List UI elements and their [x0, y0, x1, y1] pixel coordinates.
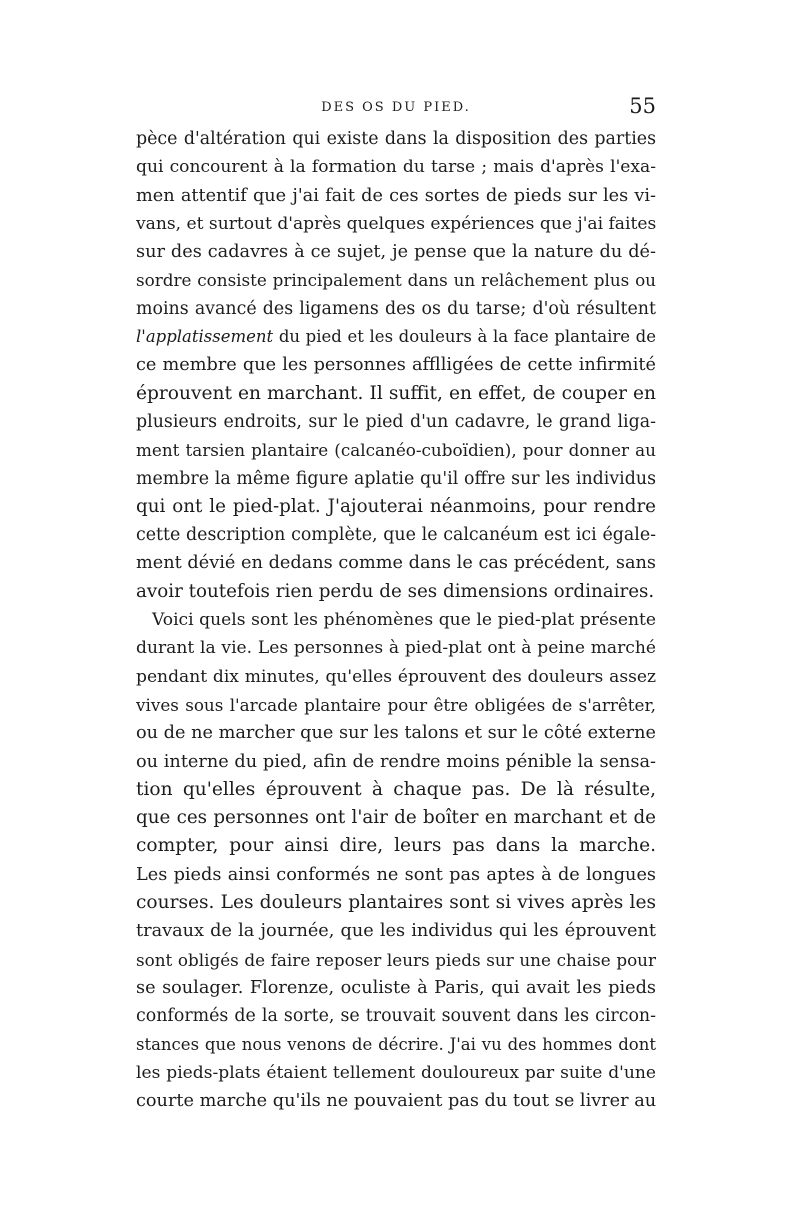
text-line: tion qu'elles éprouvent à chaque pas. De là résulte,: [136, 778, 656, 800]
text-line: pendant dix minutes, qu'elles éprouvent des douleurs assez: [136, 666, 656, 687]
text-line: Les pieds ainsi conformés ne sont pas aptes à de longues: [136, 864, 656, 885]
text-line: courte marche qu'ils ne pouvaient pas du tout se livrer au: [136, 1091, 657, 1112]
text-line: membre la même figure aplatie qu'il offre sur les individus: [136, 468, 656, 489]
body-text: [136, 125, 656, 1115]
text-line: compter, pour ainsi dire, leurs pas dans la marche.: [136, 835, 656, 857]
text-line: courses. Les douleurs plantaires sont si vives après les: [136, 892, 656, 914]
page-number: 55: [629, 94, 656, 118]
text-line: moins avancé des ligamens des os du tarse; d'où résultent: [136, 298, 656, 319]
text-line: ou de ne marcher que sur les talons et sur le côté externe: [136, 723, 656, 744]
text-line: qui ont le pied-plat. J'ajouterai néanmoins, pour rendre: [136, 495, 656, 517]
text-line: sur des cadavres à ce sujet, je pense que la nature du dé-: [136, 242, 656, 263]
text-line: qui concourent à la formation du tarse ; mais d'après l'exa-: [136, 157, 656, 178]
paragraph-first-line: Voici quels sont les phénomènes que le pied-plat présente: [152, 610, 656, 631]
text-line: ou interne du pied, afin de rendre moins pénible la sensa-: [136, 751, 656, 772]
text-line: plusieurs endroits, sur le pied d'un cadavre, le grand liga-: [136, 411, 656, 432]
text-line: travaux de la journée, que les individus qui les éprouvent: [136, 921, 656, 942]
text-line: que ces personnes ont l'air de boîter en marchant et de: [136, 807, 656, 829]
text-line: les pieds-plats étaient tellement douloureux par suite d'une: [136, 1062, 656, 1083]
italic-term: l'applatissement: [136, 327, 274, 347]
text-line: durant la vie. Les personnes à pied-plat ont à peine marché: [136, 638, 656, 659]
text-line: stances que nous venons de décrire. J'ai vu des hommes dont: [136, 1034, 656, 1054]
text-line: ment dévié en dedans comme dans le cas précédent, sans: [136, 553, 656, 574]
text-line-rest: du pied et les douleurs à la face plantaire de: [278, 327, 656, 347]
text-line: vives sous l'arcade plantaire pour être obligées de s'arrêter,: [136, 694, 656, 715]
text-line: conformés de la sorte, se trouvait souvent dans les circon-: [136, 1006, 656, 1027]
text-line: pèce d'altération qui existe dans la disposition des parties: [136, 129, 656, 149]
text-line: se soulager. Florenze, oculiste à Paris, qui avait les pieds: [136, 977, 656, 998]
running-title: DES OS DU PIED.: [321, 100, 471, 115]
text-line: sordre consiste principalement dans un relâchement plus ou: [136, 270, 656, 291]
text-line-with-italic: [136, 323, 656, 351]
text-line: avoir toutefois rien perdu de ses dimensions ordinaires.: [136, 580, 655, 602]
text-line: vans, et surtout d'après quelques expériences que j'ai faites: [136, 213, 657, 234]
page-header: [136, 94, 656, 122]
text-line: ce membre que les personnes afflligées de cette infirmité: [136, 355, 656, 376]
text-line: éprouvent en marchant. Il suffit, en effet, de couper en: [136, 382, 656, 404]
text-line: sont obligés de faire reposer leurs pieds sur une chaise pour: [136, 949, 656, 970]
text-line: cette description complète, que le calcanéum est ici égale-: [136, 525, 656, 546]
text-line: men attentif que j'ai fait de ces sortes de pieds sur les vi-: [136, 185, 656, 206]
text-line: ment tarsien plantaire (calcanéo-cuboïdien), pour donner au: [136, 440, 656, 461]
